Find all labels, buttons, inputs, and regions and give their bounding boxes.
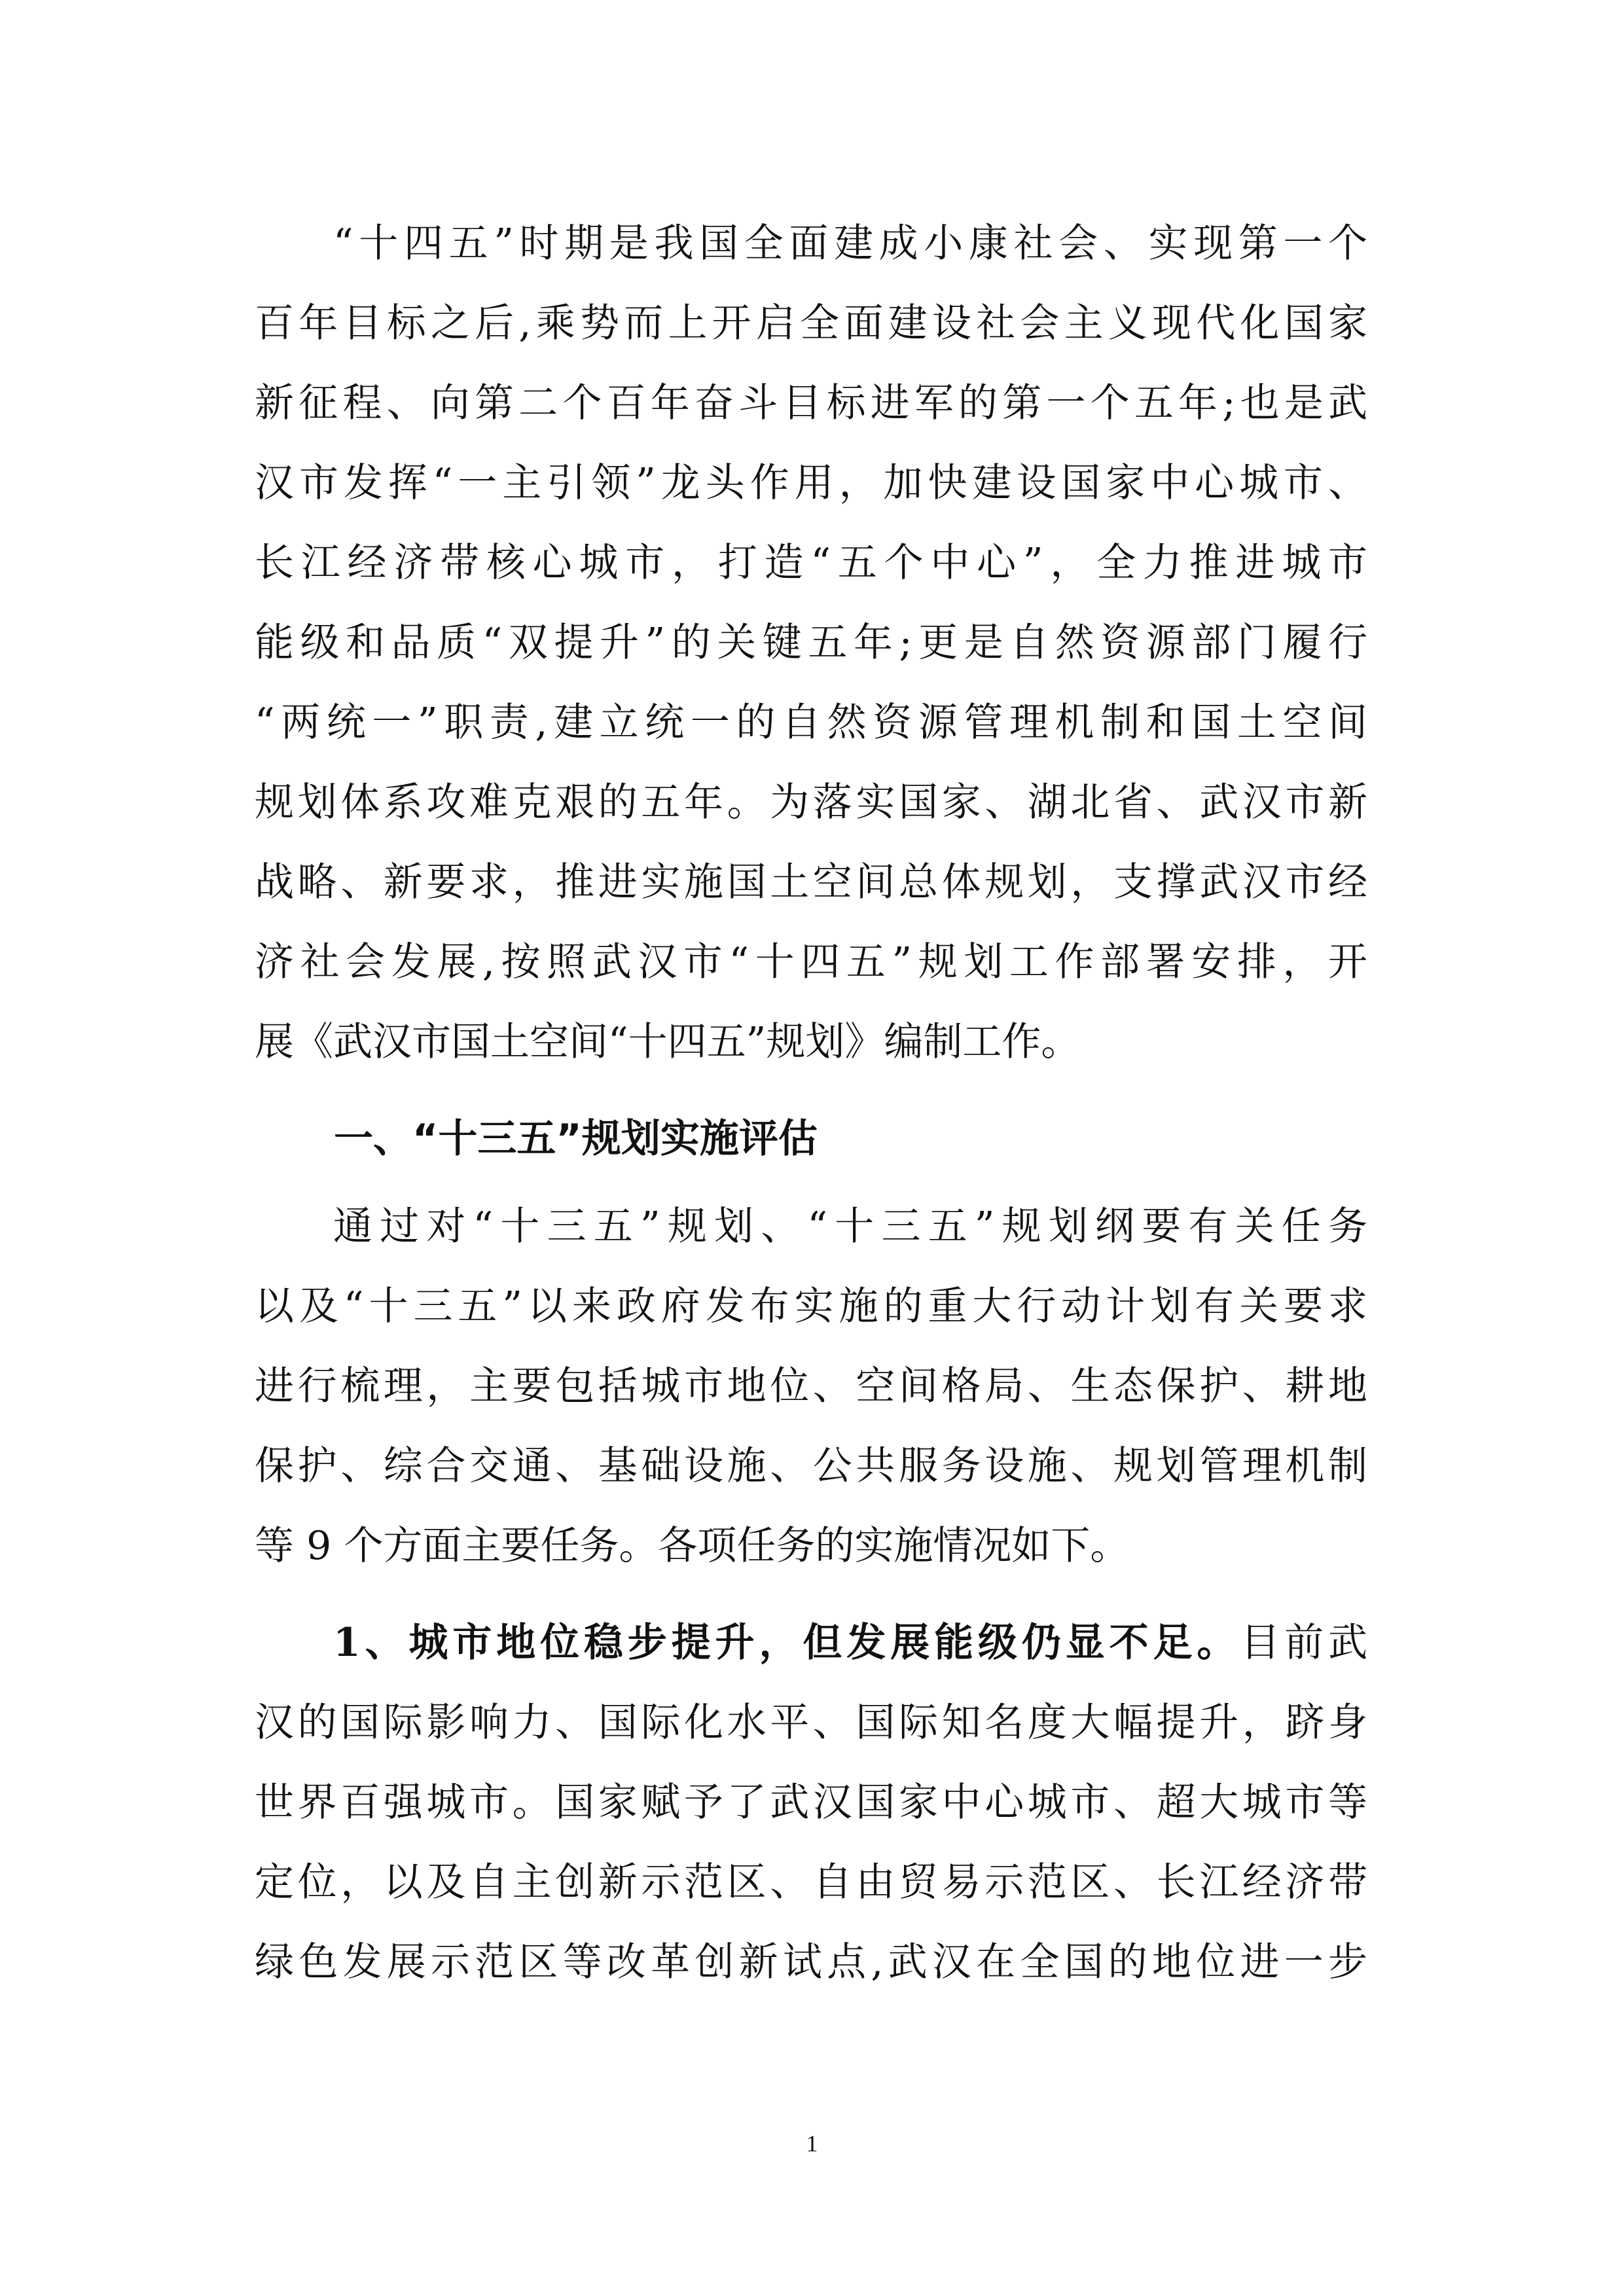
section1-line-1: 通过对“十三五”规划、“十三五”规划纲要有关任务 <box>333 1204 1367 1249</box>
item1-line-2: 汉的国际影响力、国际化水平、国际知名度大幅提升，跻身 <box>255 1700 1367 1746</box>
item1-line-1 <box>255 1610 1367 1676</box>
item1-lead-tail: 目前武 <box>1240 1620 1368 1666</box>
section-heading: 一、“十三五”规划实施评估 <box>334 1116 818 1162</box>
intro-line-8: 规划体系攻难克艰的五年。为落实国家、湖北省、武汉市新 <box>255 780 1367 825</box>
section1-line-5: 等 9 个方面主要任务。各项任务的实施情况如下。 <box>255 1523 1130 1569</box>
intro-line-7: “两统一”职责,建立统一的自然资源管理机制和国土空间 <box>255 700 1367 745</box>
intro-line-6: 能级和品质“双提升”的关键五年;更是自然资源部门履行 <box>255 620 1367 666</box>
section1-line-4: 保护、综合交通、基础设施、公共服务设施、规划管理机制 <box>255 1443 1367 1489</box>
intro-line-10: 济社会发展,按照武汉市“十四五”规划工作部署安排，开 <box>255 939 1367 985</box>
intro-line-9: 战略、新要求，推进实施国土空间总体规划，支撑武汉市经 <box>255 859 1367 905</box>
item1-line-3: 世界百强城市。国家赋予了武汉国家中心城市、超大城市等 <box>255 1780 1367 1825</box>
intro-line-5: 长江经济带核心城市，打造“五个中心”，全力推进城市 <box>255 540 1367 586</box>
item1-lead: 1、城市地位稳步提升，但发展能级仍显不足。 <box>333 1620 1241 1666</box>
item1-line-4: 定位，以及自主创新示范区、自由贸易示范区、长江经济带 <box>255 1859 1367 1905</box>
intro-line-11: 展《武汉市国土空间“十四五”规划》编制工作。 <box>255 1019 1081 1065</box>
intro-line-3: 新征程、向第二个百年奋斗目标进军的第一个五年;也是武 <box>255 380 1367 426</box>
intro-line-4: 汉市发挥“一主引领”龙头作用，加快建设国家中心城市、 <box>255 460 1367 506</box>
intro-line-2: 百年目标之后,乘势而上开启全面建设社会主义现代化国家 <box>255 300 1367 346</box>
page-number: 1 <box>806 2130 818 2157</box>
section1-line-3: 进行梳理，主要包括城市地位、空间格局、生态保护、耕地 <box>255 1363 1367 1409</box>
item1-line-5: 绿色发展示范区等改革创新试点,武汉在全国的地位进一步 <box>255 1939 1367 1985</box>
intro-line-1: “十四五”时期是我国全面建成小康社会、实现第一个 <box>333 221 1367 266</box>
section1-line-2: 以及“十三五”以来政府发布实施的重大行动计划有关要求 <box>255 1283 1367 1329</box>
